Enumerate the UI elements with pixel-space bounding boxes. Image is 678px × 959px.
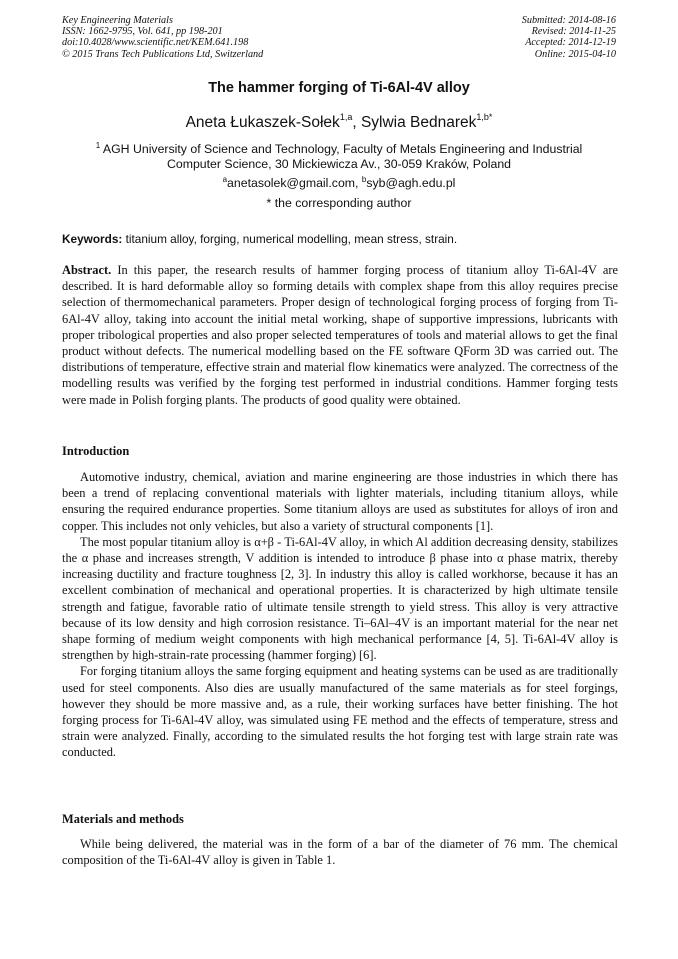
header-right	[522, 15, 616, 60]
email-b[interactable]: syb@agh.edu.pl	[366, 176, 456, 190]
affiliation	[80, 138, 598, 172]
author-2-sup: 1,b*	[476, 112, 493, 122]
introduction-body	[62, 469, 618, 761]
paragraph: Automotive industry, chemical, aviation and marine engineering are those industries in which there has been a trend of replacing conventional materials with lighter materials, including titanium alloys, while ensuring the required endurance properties. Some titanium alloys are used as substitutes for alloys of iron and copper. This includes not only vehicles, but also a variety of structural components [1].	[62, 470, 618, 533]
author-2-name: Sylwia Bednarek	[360, 114, 477, 131]
submitted-date: Submitted: 2014-08-16	[521, 15, 616, 26]
author-1-sup: 1,a	[339, 112, 353, 122]
methods-body	[62, 836, 618, 868]
email-a-sup: a	[222, 175, 228, 184]
author-1-name: Aneta Łukaszek-Sołek	[185, 114, 340, 131]
keywords-label: Keywords:	[62, 232, 123, 246]
introduction-heading: Introduction	[62, 444, 130, 458]
email-b-sup: b	[361, 175, 367, 184]
paragraph: While being delivered, the material was in the form of a bar of the diameter of 76 mm. The chemical composition of the Ti-6Al-4V alloy is given in Table 1.	[62, 837, 618, 868]
methods-heading: Materials and methods	[62, 812, 184, 826]
doi-line: doi:10.4028/www.scientific.net/KEM.641.198	[62, 37, 249, 49]
paragraph: For forging titanium alloys the same forging equipment and heating systems can be used as are traditionally used for steel components. Also dies are usually manufactured of the same materials as for steel forgings, however they should be more massive and, as a rule, their working surfaces have better finishing. The hot forging process for Ti-6Al-4V alloy, was simulated using FE method and the effects of temperature, stress and strain were analyzed. Finally, according to the simulated results the hot forging test with large strain rate was conducted.	[62, 664, 618, 760]
author-separator: ,	[352, 114, 361, 131]
paragraph: The most popular titanium alloy is α+β - Ti-6Al-4V alloy, in which Al addition decreasing density, stabilizes the α phase and increases strength, V addition is intended to introduce β phase into α phase matrix, thereby increasing ductility and fracture toughness [2, 3]. In industry this alloy is called workhorse, because it has an excellent combination of mechanical and operational properties. It is characterized by high ultimate tensile strength and fatigue, favorable ratio of ultimate tensile strength to yield stress. This alloy is very attractive because of its low density and high corrosion resistance. Ti–6Al–4V is an important material for the near net shape forming of medium weight components with high mechanical performance [4, 5]. Ti-6Al-4V alloy is strengthen by high-strain-rate processing (hammer forging) [6].	[62, 534, 618, 663]
abstract-text: In this paper, the research results of hammer forging process of titanium alloy Ti-6Al-4V are described. It is hard deformable alloy so forming details with complex shape from this alloy requires precise selection of thermomechanical parameters. Proper design of technological forging process of forging from Ti-6Al-4V alloy, taking into account the initial metal working, shape of supportive impressions, lubricants with proper tribological properties and also proper selected temperatures of tools and material allows to get the final product without defects. The numerical modelling based on the FE software QForm 3D was carried out. The distributions of temperature, effective strain and material flow kinematics were analyzed. The correctness of the modelling results was verified by the forging test performed in industrial conditions. Hammer forging tests were made in Polish forging plants. The products of good quality were obtained.	[62, 263, 618, 407]
email-a[interactable]: anetasolek@gmail.com	[227, 176, 356, 190]
keywords	[62, 232, 618, 246]
issn-line: ISSN: 1662-9795, Vol. 641, pp 198-201	[62, 26, 223, 38]
accepted-date: Accepted: 2014-12-19	[525, 37, 616, 49]
affiliation-sup: 1	[95, 141, 101, 150]
online-date: Online: 2015-04-10	[534, 48, 616, 60]
keywords-text: titanium alloy, forging, numerical modelling, mean stress, strain.	[125, 232, 458, 246]
corresponding-author-note: * the corresponding author	[266, 196, 412, 210]
paper-title: The hammer forging of Ti-6Al-4V alloy	[208, 80, 470, 96]
email-separator: ,	[355, 176, 362, 190]
copyright-line: © 2015 Trans Tech Publications Ltd, Switzerland	[62, 48, 264, 60]
abstract	[62, 262, 618, 408]
header-left	[62, 15, 263, 60]
abstract-label: Abstract.	[62, 263, 112, 277]
journal-name: Key Engineering Materials	[62, 15, 173, 26]
revised-date: Revised: 2014-11-25	[531, 26, 616, 38]
affiliation-text: AGH University of Science and Technology, Faculty of Metals Engineering and Industrial Computer Science, 30 Mickiewicza Av., 30-059 Kraków, Poland	[102, 142, 583, 171]
author-list	[0, 112, 678, 132]
email-line	[0, 175, 678, 190]
